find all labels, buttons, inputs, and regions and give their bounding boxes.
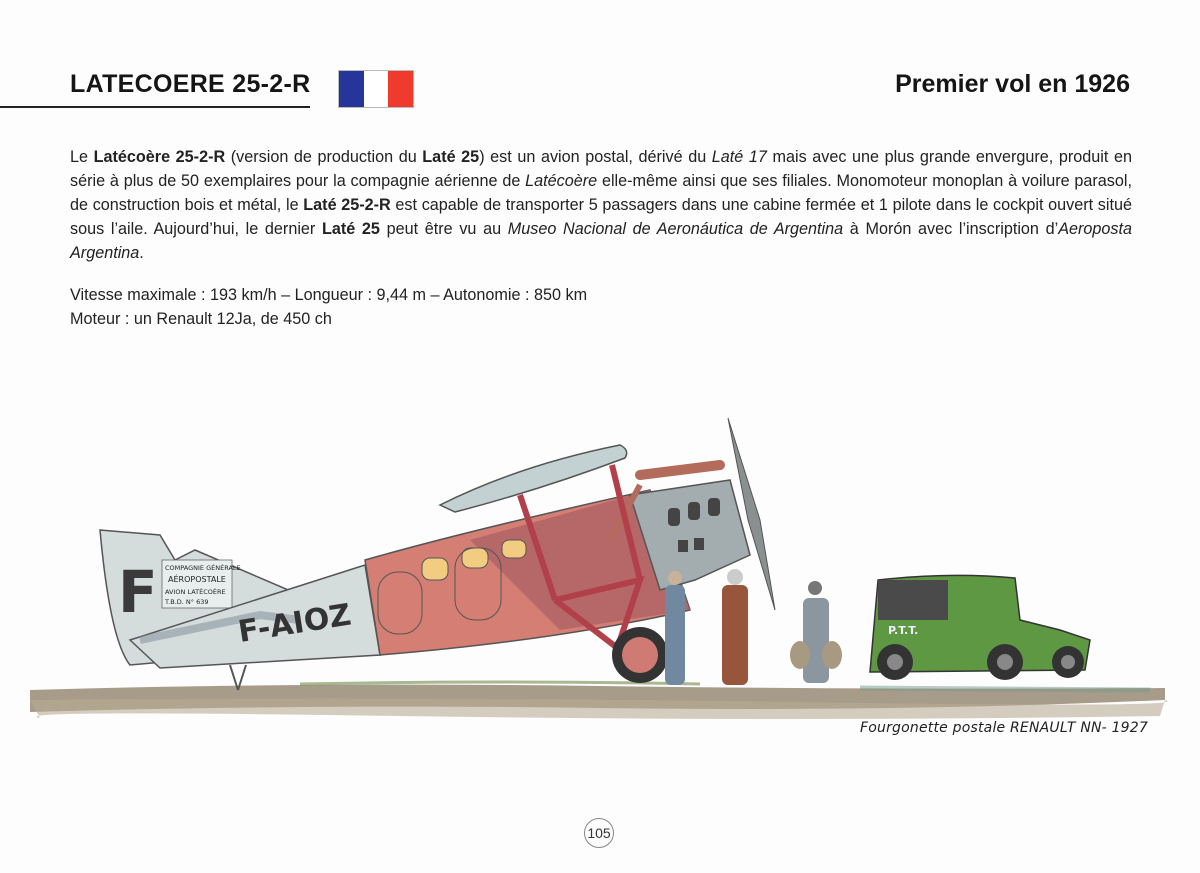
- flag-red-band: [388, 71, 413, 107]
- italic-term: Museo Nacional de Aeronáutica de Argentina: [507, 220, 844, 238]
- bold-term: Laté 25: [321, 220, 380, 238]
- text-run: peut être vu au: [379, 220, 508, 238]
- description-paragraph: [70, 145, 1132, 265]
- text-run: à Morón avec l’inscription d’: [843, 220, 1059, 238]
- specifications: [70, 283, 587, 331]
- title-underline: [0, 106, 310, 108]
- bold-term: Laté 25-2-R: [303, 196, 391, 214]
- specs-engine-line: Moteur : un Renault 12Ja, de 450 ch: [70, 310, 332, 328]
- france-flag-icon: [338, 70, 414, 108]
- aircraft-illustration: [0, 400, 1200, 730]
- italic-term: Laté 17: [711, 148, 767, 166]
- bold-term: Laté 25: [422, 148, 480, 166]
- bold-term: Latécoère 25-2-R: [93, 148, 226, 166]
- specs-performance-line: Vitesse maximale : 193 km/h – Longueur : 9,44 m – Autonomie : 850 km: [70, 286, 588, 304]
- text-run: est capable de transporter 5 passagers dans une cabine fermée et 1 pilote dans le cockpit ouvert situé sous l’aile. Aujourd’hui, le dernier: [70, 196, 1132, 238]
- svg-text:AÉROPOSTALE: AÉROPOSTALE: [168, 575, 226, 584]
- text-run: .: [139, 244, 144, 262]
- illustration-caption: Fourgonette postale RENAULT NN- 1927: [860, 720, 1148, 736]
- svg-text:F-AIOZ: F-AIOZ: [235, 597, 354, 650]
- text-run: Le: [70, 148, 94, 166]
- italic-term: Aeroposta Argentina: [70, 220, 1132, 262]
- text-run: mais avec une plus grande envergure, produit en série à plus de 50 exemplaires pour la compagnie aérienne de: [70, 148, 1132, 190]
- aircraft-title: LATECOERE 25-2-R: [70, 70, 311, 98]
- first-flight-heading: Premier vol en 1926: [895, 70, 1130, 98]
- text-run: ) est un avion postal, dérivé du: [479, 148, 712, 166]
- flag-white-band: [364, 71, 389, 107]
- svg-text:T.B.D. N° 639: T.B.D. N° 639: [165, 598, 209, 606]
- svg-text:COMPAGNIE GÉNÉRALE: COMPAGNIE GÉNÉRALE: [165, 564, 241, 572]
- text-run: elle-même ainsi que ses filiales. Monomoteur monoplan à voilure parasol, de construction bois et métal, le: [70, 172, 1132, 214]
- text-run: (version de production du: [225, 148, 423, 166]
- flag-blue-band: [339, 71, 364, 107]
- ground-crew: [665, 569, 842, 685]
- postal-van: [870, 575, 1090, 680]
- page-number: 105: [584, 818, 614, 848]
- italic-term: Latécoère: [525, 172, 598, 190]
- ground-strip: [30, 682, 1168, 719]
- svg-text:F: F: [118, 558, 158, 626]
- svg-text:P.T.T.: P.T.T.: [888, 624, 919, 637]
- svg-text:AVION LATÉCOÈRE: AVION LATÉCOÈRE: [165, 588, 226, 596]
